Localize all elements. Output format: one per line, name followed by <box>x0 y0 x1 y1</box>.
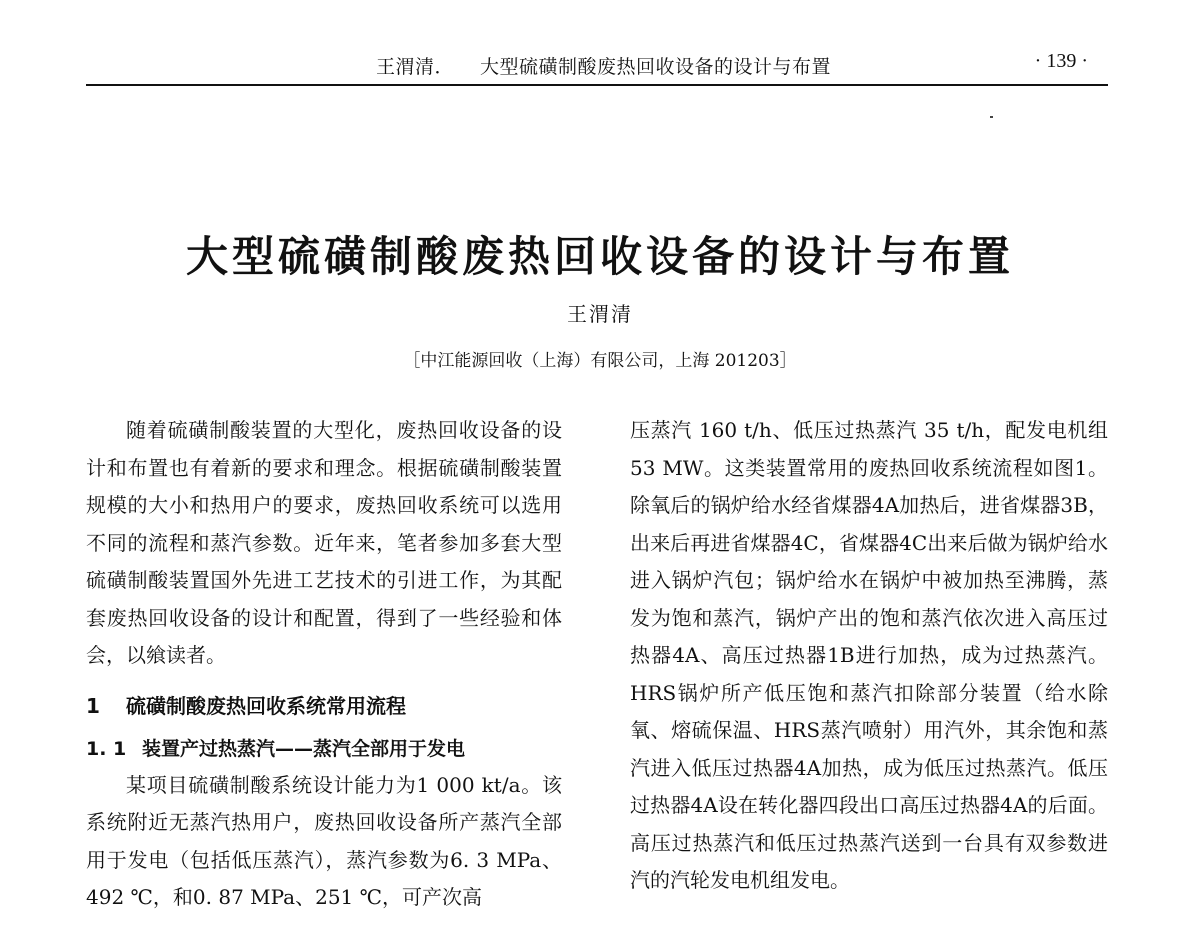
right-column <box>630 412 1108 900</box>
article-author: 王渭清 <box>567 302 633 326</box>
body-paragraph-right: 压蒸汽 160 t/h、低压过热蒸汽 35 t/h，配发电机组 53 MW。这类装置常用的废热回收系统流程如图1。除氧后的锅炉给水经省煤器4A加热后，进省煤器3B，出来后再进省煤器4C，省煤器4C出来后做为锅炉给水进入锅炉汽包；锅炉给水在锅炉中被加热至沸腾，蒸发为饱和蒸汽，锅炉产出的饱和蒸汽依次进入高压过热器4A、高压过热器1B进行加热，成为过热蒸汽。HRS锅炉所产低压饱和蒸汽扣除部分装置（给水除氧、熔硫保温、HRS蒸汽喷射）用汽外，其余饱和蒸汽进入低压过热器4A加热，成为低压过热蒸汽。低压过热器4A设在转化器四段出口高压过热器4A的后面。高压过热蒸汽和低压过热蒸汽送到一台具有双参数进汽的汽轮发电机组发电。 <box>630 418 1108 892</box>
subsection-heading <box>86 733 562 765</box>
left-column <box>86 412 562 917</box>
section-heading <box>86 691 562 721</box>
intro-paragraph: 随着硫磺制酸装置的大型化，废热回收设备的设计和布置也有着新的要求和理念。根据硫磺制酸装置规模的大小和热用户的要求，废热回收系统可以选用不同的流程和蒸汽参数。近年来，笔者参加多套大型硫磺制酸装置国外先进工艺技术的引进工作，为其配套废热回收设备的设计和配置，得到了一些经验和体会，以飨读者。 <box>86 418 562 667</box>
header-rule <box>86 84 1108 86</box>
section-title: 硫磺制酸废热回收系统常用流程 <box>126 693 406 718</box>
article-affiliation: ［中江能源回收（上海）有限公司，上海 201203］ <box>403 351 797 371</box>
body-paragraph-left: 某项目硫磺制酸系统设计能力为1 000 kt/a。该系统附近无蒸汽热用户，废热回收设备所产蒸汽全部用于发电（包括低压蒸汽），蒸汽参数为6. 3 MPa、492 ℃，和0. 87 MPa、251 ℃，可产次高 <box>86 772 562 909</box>
scan-speck <box>990 116 993 118</box>
section-number: 1 <box>86 693 100 718</box>
running-header-author: 王渭清． <box>376 56 455 78</box>
subsection-number: 1. 1 <box>86 737 127 760</box>
subsection-title: 装置产过热蒸汽——蒸汽全部用于发电 <box>142 737 466 760</box>
running-header <box>86 48 1108 84</box>
page-number: · 139 · <box>1034 50 1088 72</box>
running-header-article-title: 大型硫磺制酸废热回收设备的设计与布置 <box>480 56 832 78</box>
article-title: 大型硫磺制酸废热回收设备的设计与布置 <box>185 232 1014 282</box>
running-header-title <box>376 52 831 79</box>
